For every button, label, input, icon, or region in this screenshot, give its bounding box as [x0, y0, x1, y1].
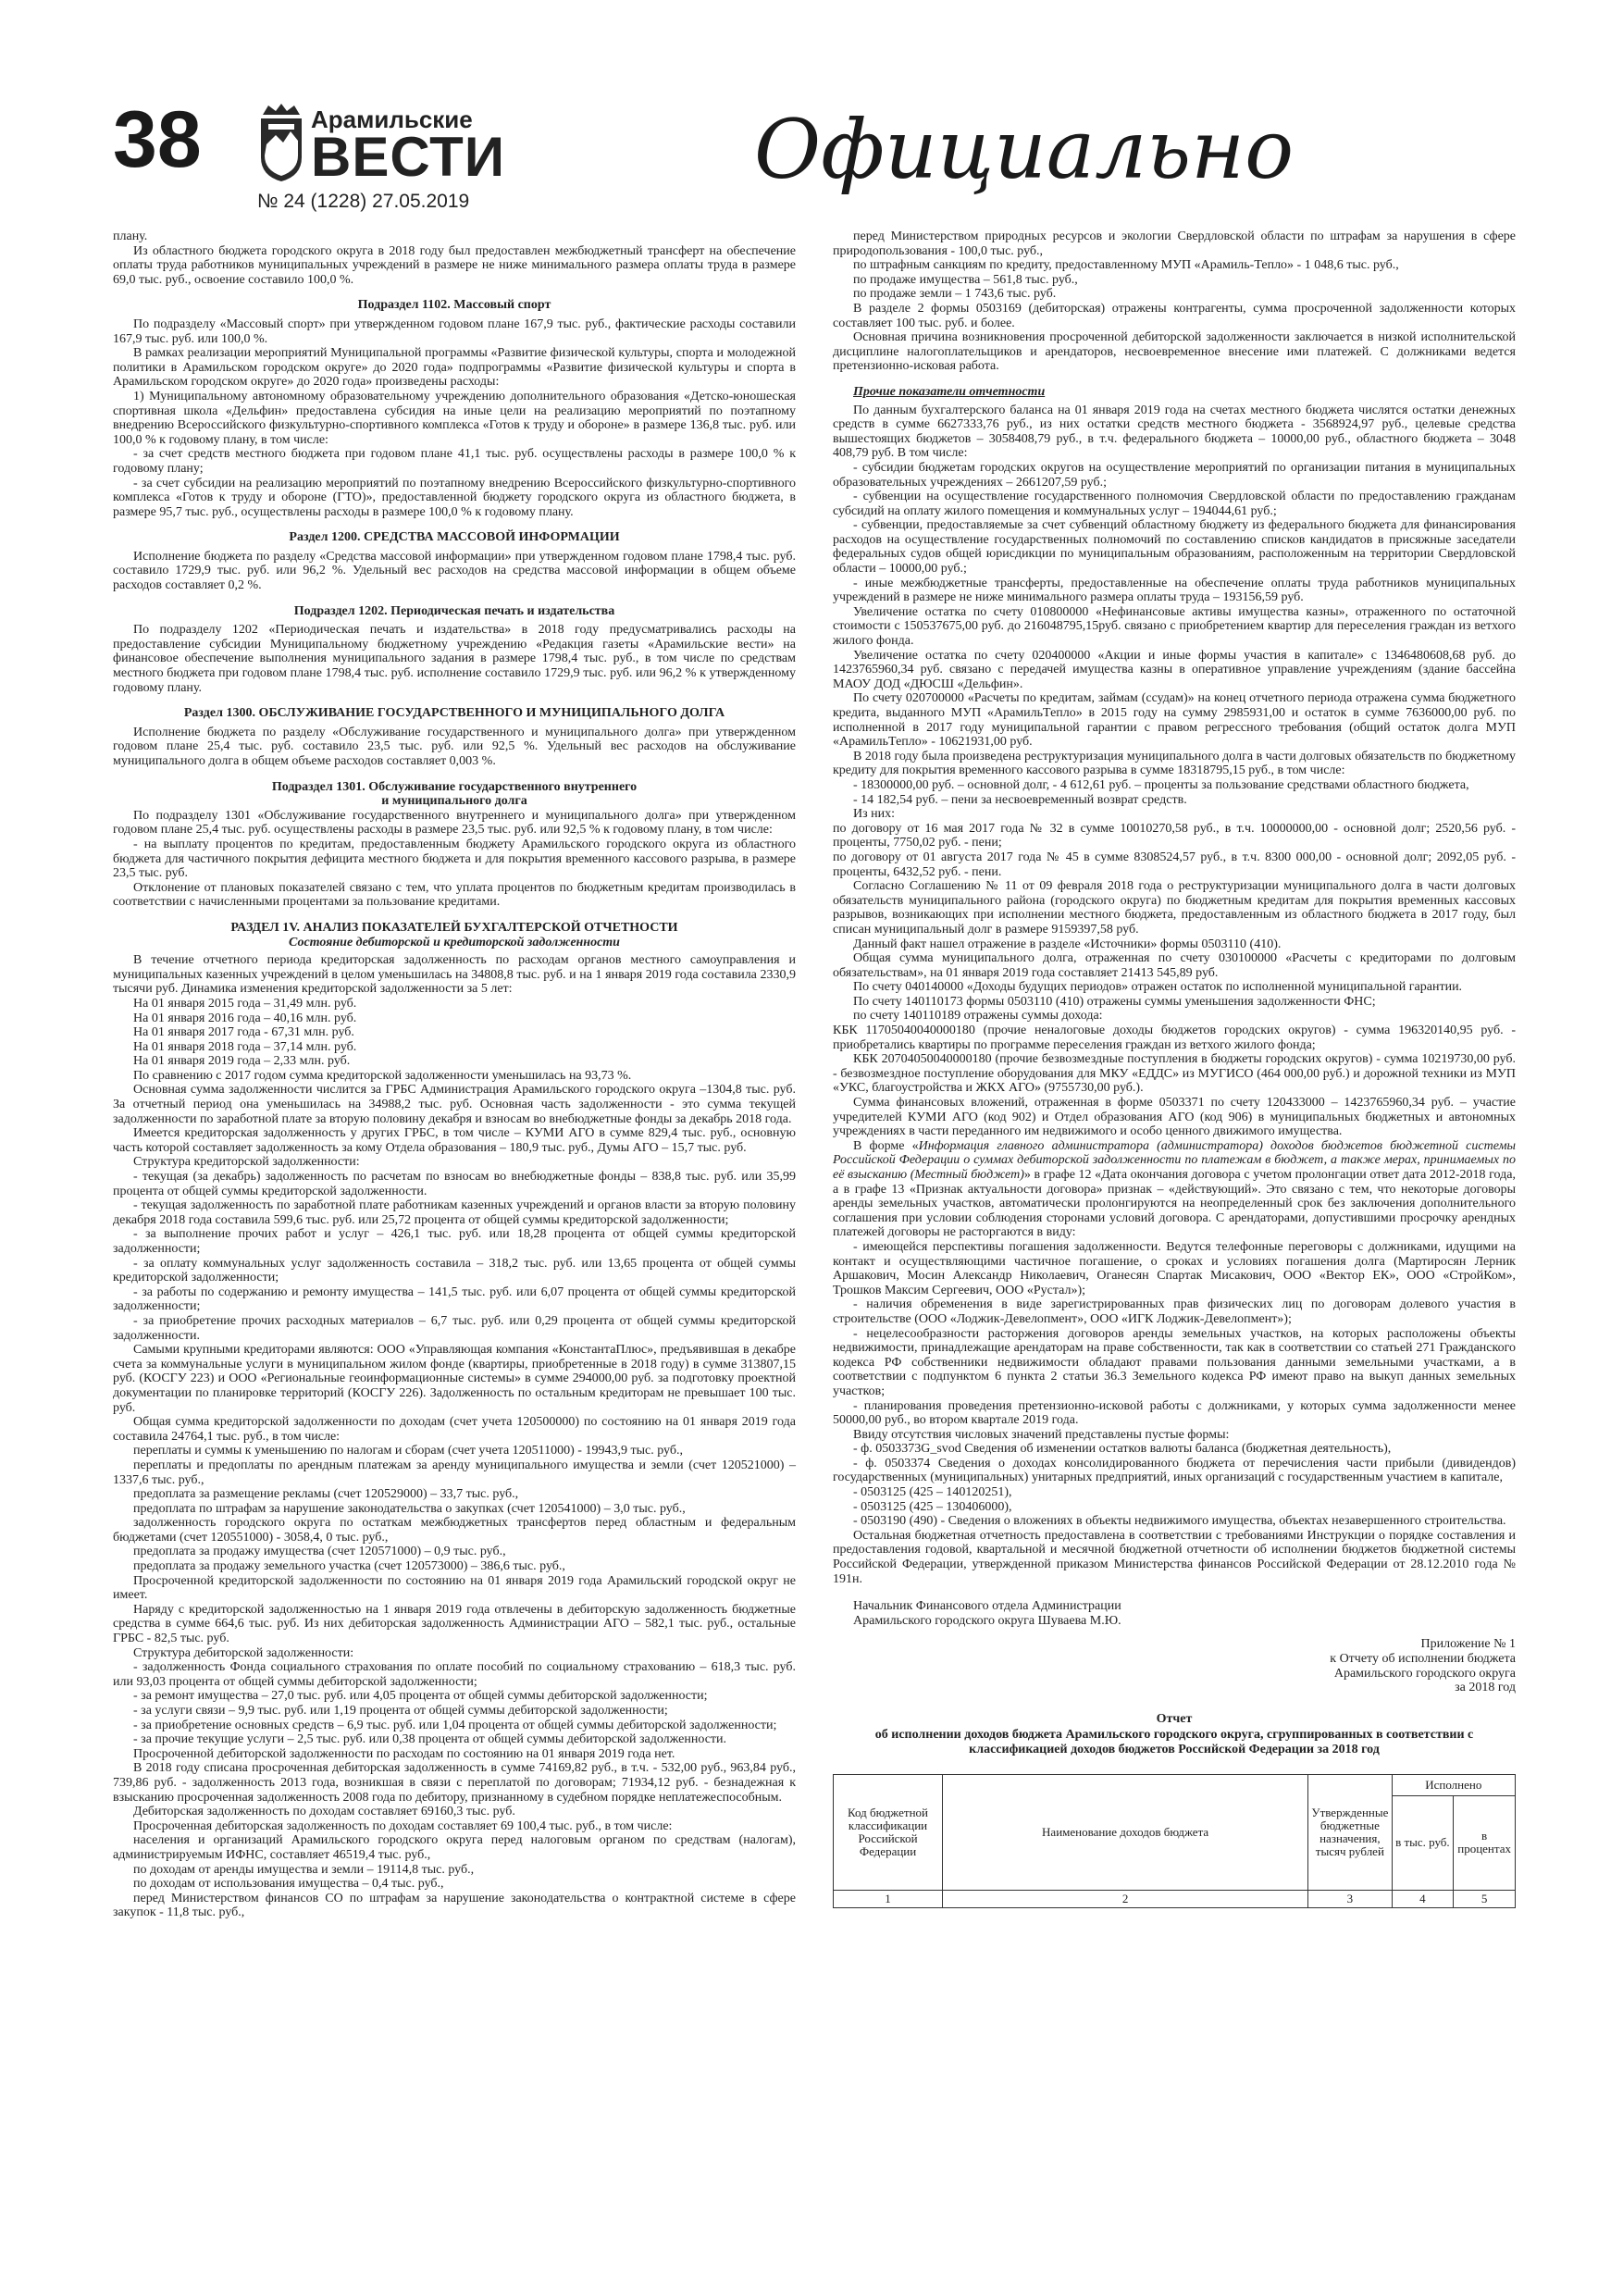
section-subheading: Состояние дебиторской и кредиторской задолженности: [289, 935, 620, 949]
appendix-line: за 2018 год: [1455, 1681, 1516, 1695]
paragraph: [833, 1139, 1516, 1240]
table-header-cell: Наименование доходов бюджета: [943, 1774, 1308, 1890]
paragraph: На 01 января 2016 года – 40,16 млн. руб.: [133, 1011, 357, 1025]
paragraph: - 0503125 (425 – 130406000),: [853, 1499, 1012, 1514]
table-cell: 5: [1454, 1890, 1516, 1907]
paragraph: предоплата за продажу земельного участка (счет 120573000) – 386,6 тыс. руб.,: [133, 1559, 565, 1574]
paragraph: На 01 января 2015 года – 31,49 млн. руб.: [133, 996, 357, 1011]
italic-form-title: Информация главного администратора (администратора) доходов бюджетов бюджетной системы Российской Федерации о суммах дебиторской задолженности по платежам в бюджет, а также мерах, принимаемых по её взысканию (Местный бюджет): [833, 1138, 1516, 1182]
paragraph: - планирования проведения претензионно-исковой работы с должниками, у которых сумма задолженности менее 50000,00 руб., во втором квартале 2019 года.: [833, 1398, 1516, 1428]
paragraph: КБК 20704050040000180 (прочие безвозмездные поступления в бюджеты городских округов) - сумма 10219730,00 руб. - безвозмездное поступление оборудования для МКУ «ЕДДС» из МУГИСО (464 000,00 руб.) и дорожной техники из МУП «УКС, благоустройства и ЖКХ АГО» (9755730,00 руб.).: [833, 1052, 1516, 1096]
paragraph: - 0503190 (490) - Сведения о вложениях в объекты недвижимого имущества, объектах незавершенного строительства.: [853, 1514, 1506, 1529]
paragraph: Исполнение бюджета по разделу «Средства массовой информации» при утвержденном годовом плане 1798,4 тыс. руб. составило 1729,9 тыс. руб. или 96,2 %. Удельный вес расходов на средства массовой информации в общем объеме расходов составляет 0,2 %.: [113, 549, 796, 593]
paragraph: переплаты и предоплаты по арендным платежам за аренду муниципального имущества и земли (счет 120521000) – 1337,6 тыс. руб.,: [113, 1458, 796, 1487]
paragraph: Наряду с кредиторской задолженностью на 1 января 2019 года отвлечены в дебиторскую задолженность бюджетные средства в сумме 664,6 тыс. руб. Из них дебиторская задолженность Администрации АГО – 582,1 тыс. руб., остальные ГРБС - 82,5 тыс. руб.: [113, 1602, 796, 1646]
paragraph: По счету 020700000 «Расчеты по кредитам, займам (ссудам)» на конец отчетного периода отражена сумма бюджетного кредита, выданного МУП «АрамильТепло» в 2015 году на сумму 2985931,00 и остаток в сумме 7636000,00 руб. по исполненной в 2017 году муниципальной гарантии с правом регрессного требования (общий остаток долга МУП «АрамильТепло» - 10621931,00 руб.: [833, 691, 1516, 750]
paragraph: Просроченной кредиторской задолженности по состоянию на 01 января 2019 года Арамильский городской округ не имеет.: [113, 1573, 796, 1603]
paragraph: - ф. 0503374 Сведения о доходах консолидированного бюджета от перечисления части прибыли (дивидендов) государственных (муниципальных) унитарных предприятий, иных организаций с государственным участием в капитале,: [833, 1456, 1516, 1485]
subsection-heading: [113, 780, 796, 809]
table-header-cell: в тыс. руб.: [1392, 1795, 1454, 1890]
section-heading: Раздел 1200. СРЕДСТВА МАССОВОЙ ИНФОРМАЦИИ: [289, 530, 620, 545]
text-run: » в графе 12 «Дата окончания договора с учетом пролонгации ответ дата 2012-2018 года, а в графе 13 «Признак актуальности договора» признак – «действующий». Это связано с тем, что некоторые договоры аренды земельных участков, автоматически пролонгируются на неопределенный срок без заключения дополнительного соглашения при условии соблюдения сторонами условий договора. С арендаторами, допустившими просрочку арендных платежей договоры не расторгаются в виду:: [833, 1168, 1516, 1240]
paragraph: предоплата по штрафам за нарушение законодательства о закупках (счет 120541000) – 3,0 тыс. руб.,: [133, 1501, 686, 1516]
paragraph: населения и организаций Арамильского городского округа перед налоговым органом по средствам (налогам), администрируемым ИФНС, составляет 46519,4 тыс. руб.,: [113, 1833, 796, 1862]
table-cell: 4: [1392, 1890, 1454, 1907]
paragraph: по доходам от использования имущества – 0,4 тыс. руб.,: [133, 1877, 444, 1892]
paragraph: По счету 140110173 формы 0503110 (410) отражены суммы уменьшения задолженности ФНС;: [853, 994, 1376, 1009]
paragraph: Увеличение остатка по счету 020400000 «Акции и иные формы участия в капитале» с 1346480608,68 руб. до 1423765960,34 руб. связано с передачей имущества казны в оперативное управление учреждениям (здание бассейна МАОУ ДОД «ДЮСШ «Дельфин».: [833, 648, 1516, 691]
paragraph: по продаже имущества – 561,8 тыс. руб.,: [853, 272, 1078, 287]
paragraph: В разделе 2 формы 0503169 (дебиторская) отражены контрагенты, сумма просроченной задолженности которых составляет 100 тыс. руб. и более.: [833, 301, 1516, 330]
paragraph: - иные межбюджетные трансферты, предоставленные на обеспечение оплаты труда работников муниципальных учреждений в размере не ниже минимального размера оплаты труда – 193156,59 руб.: [833, 576, 1516, 605]
paragraph: по договору от 01 августа 2017 года № 45 в сумме 8308524,57 руб., в т.ч. 8300 000,00 - основной долг; 2092,05 руб. - проценты, 6432,52 руб. - пени.: [833, 850, 1516, 879]
paragraph: - субвенции на осуществление государственного полномочия Свердловской области по предоставлению гражданам субсидий на оплату жилого помещения и коммунальных услуг – 194044,61 руб.;: [833, 490, 1516, 518]
masthead-logo: [257, 102, 505, 212]
coat-of-arms-icon: [257, 102, 305, 183]
paragraph: По счету 040140000 «Доходы будущих периодов» отражен остаток по исполненной муниципальной гарантии.: [853, 980, 1463, 995]
table-header-cell: Исполнено: [1392, 1774, 1515, 1795]
subsection-heading: Прочие показатели отчетности: [853, 384, 1046, 399]
left-column: [113, 230, 796, 1920]
paragraph: Увеличение остатка по счету 010800000 «Нефинансовые активы имущества казны», отраженного по остаточной стоимости с 150537675,00 руб. до 216048795,15руб. связано с приобретением квартир для переселения граждан из ветхого жилого фонда.: [833, 604, 1516, 649]
paragraph: В 2018 году была произведена реструктуризация муниципального долга в части долговых обязательств по бюджетному кредиту для покрытия временного кассового разрыва в сумме 18318795,15 руб., в том числе:: [833, 749, 1516, 778]
paragraph: Общая сумма муниципального долга, отраженная по счету 030100000 «Расчеты с кредиторами по долговым обязательствам», на 01 января 2019 года составляет 21413 545,89 руб.: [833, 951, 1516, 980]
paragraph: Просроченная дебиторская задолженность по доходам составляет 69 100,4 тыс. руб., в том числе:: [133, 1818, 673, 1833]
subsection-heading: Подраздел 1202. Периодическая печать и издательства: [293, 603, 615, 618]
signature-block: [833, 1599, 1516, 1628]
page-number: 38: [113, 95, 202, 184]
logo-main-text: ВЕСТИ: [311, 126, 505, 188]
table-header-cell: в процентах: [1454, 1795, 1516, 1890]
table-header-row: [834, 1774, 1516, 1795]
paragraph: Структура дебиторской задолженности:: [133, 1645, 354, 1660]
paragraph: перед Министерством финансов СО по штрафам за нарушение законодательства о контрактной системе в сфере закупок - 11,8 тыс. руб.,: [113, 1891, 796, 1920]
table-cell: 2: [943, 1890, 1308, 1907]
paragraph: плану.: [113, 230, 148, 243]
table-header-cell: Код бюджетной классификации Российской Федерации: [834, 1774, 943, 1890]
paragraph: - 14 182,54 руб. – пени за несвоевременный возврат средств.: [853, 792, 1187, 807]
paragraph: - текущая задолженность по заработной плате работникам казенных учреждений и органов власти за вторую половину декабря 2018 года составила 599,6 тыс. руб. или 25,72 процента от общей суммы кредиторской задолженности;: [113, 1198, 796, 1227]
income-table: [833, 1774, 1516, 1908]
table-row: [834, 1890, 1516, 1907]
paragraph: Из них:: [853, 807, 896, 822]
paragraph: - задолженность Фонда социального страхования по оплате пособий по социальному страхованию – 618,3 тыс. руб. или 93,03 процента от общей суммы дебиторской задолженности;: [113, 1660, 796, 1689]
paragraph: В рамках реализации мероприятий Муниципальной программы «Развитие физической культуры, спорта и молодежной политики в Арамильском городском округе» до 2020 года» подпрограммы «Развитие физической культуры и спорта в Арамильском городском округе» до 2020 года» произведены расходы:: [113, 346, 796, 390]
appendix-line: Арамильского городского округа: [1333, 1666, 1516, 1681]
paragraph: Ввиду отсутствия числовых значений представлены пустые формы:: [853, 1427, 1230, 1442]
paragraph: - 0503125 (425 – 140120251),: [853, 1485, 1012, 1500]
signature-line: Арамильского городского округа Шуваева М.Ю.: [853, 1613, 1121, 1628]
paragraph: По данным бухгалтерского баланса на 01 января 2019 года на счетах местного бюджета числятся остатки денежных средств в сумме 6627333,76 руб., из них остатки средств местного бюджета - 3568924,97 руб., целевые средства вышестоящих бюджетов – 3058408,79 руб., в т.ч. федерального бюджета – 10000,00 руб., областного бюджета – 3048 408,79 руб. В том числе:: [833, 403, 1516, 461]
paragraph: по счету 140110189 отражены суммы дохода:: [853, 1009, 1103, 1024]
section-heading: РАЗДЕЛ 1V. АНАЛИЗ ПОКАЗАТЕЛЕЙ БУХГАЛТЕРСКОЙ ОТЧЕТНОСТИ: [230, 920, 678, 935]
paragraph: Самыми крупными кредиторами являются: ООО «Управляющая компания «КонстантаПлюс», предъявившая в декабре счета за коммунальные услуги в муниципальном жилом фонде (квартиры, приобретенные в 2018 году) в сумме 313807,15 руб. (КОСГУ 223) и ООО «Региональные геоинформационные системы» в сумме 294000,00 руб. за подготовку проектной документации по планировке территорий (КОСГУ 226). Задолженность по остальным кредиторам не превышает 100 тыс. руб.: [113, 1343, 796, 1415]
appendix-line: к Отчету об исполнении бюджета: [1330, 1652, 1516, 1666]
text-run: В форме «: [853, 1138, 919, 1153]
paragraph: Общая сумма кредиторской задолженности по доходам (счет учета 120500000) по состоянию на 01 января 2019 года составила 24764,1 тыс. руб., в том числе:: [113, 1415, 796, 1444]
issue-number: № 24 (1228) 27.05.2019: [257, 191, 470, 212]
paragraph: Просроченной дебиторской задолженности по расходам по состоянию на 01 января 2019 года нет.: [133, 1746, 675, 1761]
heading-line: и муниципального долга: [381, 794, 527, 809]
section-title: Официально: [754, 102, 1295, 197]
paragraph: По сравнению с 2017 годом сумма кредиторской задолженности уменьшилась на 93,73 %.: [133, 1068, 632, 1083]
heading-line: Подраздел 1301. Обслуживание государственного внутреннего: [271, 779, 638, 794]
paragraph: - нецелесообразности расторжения договоров аренды земельных участков, на которых расположены объекты недвижимости, принадлежащие арендаторам на праве собственности, так как в соответствии со статьей 271 Гражданского кодекса РФ собственники недвижимости обладают правами пользования данными земельными участками, а в соответствии с подпунктом 6 пункта 2 статьи 36.3 Земельного кодекса РФ имеют право на выкуп данных земельных участков;: [833, 1326, 1516, 1398]
paragraph: Согласно Соглашению № 11 от 09 февраля 2018 года о реструктуризации муниципального долга в части долговых обязательств муниципального района (городского округа) по бюджетным кредитам для покрытия временных кассовых разрывов, возникающих при исполнении местного бюджета, предоставленным из областного бюджета в 2017 году, был списан муниципальный долг в размере 9159397,58 руб.: [833, 879, 1516, 937]
paragraph: На 01 января 2017 года - 67,31 млн. руб.: [133, 1025, 354, 1040]
paragraph: КБК 11705040040000180 (прочие неналоговые доходы бюджетов городских округов) - сумма 196320140,95 руб. - приобретались квартиры по программе переселения граждан из ветхого жилого фонда;: [833, 1024, 1516, 1052]
paragraph: - за счет средств местного бюджета при годовом плане 41,1 тыс. руб. осуществлены расходы в размере 100,0 % к годовому плану;: [113, 447, 796, 476]
paragraph: - на выплату процентов по кредитам, предоставленным бюджету Арамильского городского округа из областного бюджета для частичного покрытия дефицита местного бюджета и для покрытия временного кассового разрыва, в размере 23,5 тыс. руб.: [113, 837, 796, 881]
paragraph: 1) Муниципальному автономному образовательному учреждению дополнительного образования «Детско-юношеская спортивная школа «Дельфин» предоставлена субсидия на иные цели на реализацию мероприятий по поэтапному внедрению Всероссийского физкультурно-спортивного комплекса «Готов к труду и обороне» в размере 136,8 тыс. руб. или 100,0 % к годовому плану, в том числе:: [113, 389, 796, 447]
paragraph: Сумма финансовых вложений, отраженная в форме 0503371 по счету 120433000 – 1423765960,34 руб. – участие учредителей КУМИ АГО (код 902) и Отдел образования АГО (код 906) в муниципальных бюджетных и автономных учреждениях в части переданного им недвижимого и особо ценного движимого имущества.: [833, 1096, 1516, 1139]
report-subtitle: об исполнении доходов бюджета Арамильского городского округа, сгруппированных в соответствии с классификацией доходов бюджетов Российской Федерации за 2018 год: [874, 1728, 1474, 1756]
paragraph: предоплата за размещение рекламы (счет 120529000) – 33,7 тыс. руб.,: [133, 1487, 519, 1502]
report-title: Отчет: [1156, 1711, 1193, 1726]
paragraph: Остальная бюджетная отчетность предоставлена в соответствии с требованиями Инструкции о порядке составления и предоставления годовой, квартальной и месячной бюджетной отчетности об исполнении бюджетов бюджетной системы Российской Федерации, утвержденной приказом Министерства финансов Российской Федерации от 28.12.2010 года № 191н.: [833, 1528, 1516, 1586]
paragraph: по штрафным санкциям по кредиту, предоставленному МУП «Арамиль-Тепло» - 1 048,6 тыс. руб.,: [853, 258, 1399, 273]
paragraph: - за оплату коммунальных услуг задолженность составила – 318,2 тыс. руб. или 13,65 процента от общей суммы кредиторской задолженности;: [113, 1256, 796, 1285]
paragraph: Из областного бюджета городского округа в 2018 году был предоставлен межбюджетный трансферт на обеспечение оплаты труда работников муниципальных учреждений в размере не ниже минимального размера оплаты труда в размере 69,0 тыс. руб., освоение составило 100,0 %.: [113, 243, 796, 287]
paragraph: В течение отчетного периода кредиторская задолженность по расходам органов местного самоуправления и муниципальных казенных учреждений в целом уменьшилась на 34808,8 тыс. руб. и на 1 января 2019 года составила 2330,9 тысячи руб. Динамика изменения кредиторской задолженности за 5 лет:: [113, 953, 796, 997]
paragraph: - 18300000,00 руб. – основной долг, - 4 612,61 руб. – проценты за пользование средствами областного бюджета,: [853, 777, 1469, 792]
paragraph: перед Министерством природных ресурсов и экологии Свердловской области по штрафам за нарушения в сфере природопользования - 100,0 тыс. руб.,: [833, 230, 1516, 258]
paragraph: по продаже земли – 1 743,6 тыс. руб.: [853, 287, 1057, 302]
paragraph: - субвенции, предоставляемые за счет субвенций областному бюджету из федерального бюджета для финансирования расходов на осуществление государственных полномочий по составлению списков кандидатов в присяжные заседатели федеральных судов общей юрисдикции по муниципальным образованиям, расположенным на территории Свердловской области – 10000,00 руб.;: [833, 518, 1516, 577]
paragraph: Данный факт нашел отражение в разделе «Источники» формы 0503110 (410).: [853, 937, 1282, 951]
paragraph: - текущая (за декабрь) задолженность по расчетам по взносам во внебюджетные фонды – 838,8 тыс. руб. или 35,99 процента от общей суммы кредиторской задолженности.: [113, 1170, 796, 1198]
right-column: [833, 230, 1516, 1908]
paragraph: по доходам от аренды имущества и земли – 19114,8 тыс. руб.,: [133, 1862, 475, 1877]
paragraph: По подразделу 1301 «Обслуживание государственного внутреннего и муниципального долга» при утвержденном годовом плане 25,4 тыс. руб. осуществлены расходы в размере 23,5 тыс. руб. или 92,5 % к годовому плану, в том числе:: [113, 808, 796, 838]
paragraph: Отклонение от плановых показателей связано с тем, что уплата процентов по бюджетным кредитам производилась в соответствии с начисленными процентами за пользование кредитами.: [113, 880, 796, 910]
paragraph: В 2018 году списана просроченная дебиторская задолженность в сумме 74169,82 руб., в т.ч. - 532,00 руб., 963,84 руб., 739,86 руб. - задолженность 2013 года, возникшая в связи с переплатой по договорам; 71934,12 руб. - безнадежная к взысканию просроченная задолженность 2008 года по дебитору, признанному в судебном порядке неплатежеспособным.: [113, 1761, 796, 1805]
paragraph: Имеется кредиторская задолженность у других ГРБС, в том числе – КУМИ АГО в сумме 829,4 тыс. руб., основную часть которой составляет задолженность за кому Отдела образования – 180,9 тыс. руб., Думы АГО – 15,7 тыс. руб.: [113, 1126, 796, 1155]
paragraph: На 01 января 2019 года – 2,33 млн. руб.: [133, 1054, 351, 1069]
section-heading: Раздел 1300. ОБСЛУЖИВАНИЕ ГОСУДАРСТВЕННОГО И МУНИЦИПАЛЬНОГО ДОЛГА: [183, 706, 725, 721]
paragraph: Структура кредиторской задолженности:: [133, 1155, 360, 1170]
paragraph: - за выполнение прочих работ и услуг – 426,1 тыс. руб. или 18,28 процента от общей суммы кредиторской задолженности;: [113, 1227, 796, 1256]
paragraph: По подразделу «Массовый спорт» при утвержденном годовом плане 167,9 тыс. руб., фактические расходы составили 167,9 тыс. руб. или 100,0 %.: [113, 316, 796, 346]
paragraph: переплаты и суммы к уменьшению по налогам и сборам (счет учета 120511000) - 19943,9 тыс. руб.,: [133, 1444, 683, 1458]
paragraph: - субсидии бюджетам городских округов на осуществление мероприятий по организации питания в муниципальных образовательных учреждениях – 2661207,59 руб.;: [833, 460, 1516, 490]
paragraph: Дебиторская задолженность по доходам составляет 69160,3 тыс. руб.: [133, 1805, 515, 1819]
paragraph: - за приобретение прочих расходных материалов – 6,7 тыс. руб. или 0,29 процента от общей суммы кредиторской задолженности.: [113, 1313, 796, 1343]
paragraph: На 01 января 2018 года – 37,14 млн. руб.: [133, 1039, 357, 1054]
table-cell: 1: [834, 1890, 943, 1907]
subsection-heading: Подраздел 1102. Массовый спорт: [357, 298, 551, 313]
paragraph: задолженность городского округа по остаткам межбюджетных трансфертов перед областным и федеральным бюджетами (счет 120551000) - 3058,4, 0 тыс. руб.,: [113, 1516, 796, 1545]
paragraph: Исполнение бюджета по разделу «Обслуживание государственного и муниципального долга» при утвержденном годовом плане 25,4 тыс. руб. составило 23,5 тыс. руб. или 92,5 %. Удельный вес расходов на обслуживание муниципального долга в общем объеме расходов составляет 0,003 %.: [113, 725, 796, 768]
paragraph: предоплата за продажу имущества (счет 120571000) – 0,9 тыс. руб.,: [133, 1545, 506, 1559]
paragraph: Основная причина возникновения просроченной дебиторской задолженности заключается в низкой исполнительской дисциплине налогоплательщиков и арендаторов, несвоевременное внесение ими платежей. С должниками ведется претензионно-исковая работа.: [833, 330, 1516, 374]
appendix-line: Приложение № 1: [1420, 1637, 1516, 1652]
paragraph: - за прочие текущие услуги – 2,5 тыс. руб. или 0,38 процента от общей суммы дебиторской задолженности.: [133, 1732, 727, 1747]
paragraph: - за ремонт имущества – 27,0 тыс. руб. или 4,05 процента от общей суммы дебиторской задолженности;: [133, 1689, 708, 1704]
paragraph: по договору от 16 мая 2017 года № 32 в сумме 10010270,58 руб., в т.ч. 10000000,00 - основной долг; 2520,56 руб. - проценты, 7750,02 руб. - пени;: [833, 821, 1516, 850]
paragraph: - наличия обременения в виде зарегистрированных прав физических лиц по договорам долевого участия в строительстве (ООО «Лоджик-Девелопмент», ООО «ИГК Лоджик-Девелопмент»);: [833, 1297, 1516, 1326]
paragraph: - ф. 0503373G_svod Сведения об изменении остатков валюты баланса (бюджетная деятельность),: [853, 1442, 1392, 1457]
paragraph: - имеющейся перспективы погашения задолженности. Ведутся телефонные переговоры с должниками, идущими на контакт и осуществляющими частичное погашение, о сроках и условиях погашения долга (Мартиросян Лерник Аршакович, Мосин Александр Николаевич, Оганесян Спартак Мисакович, ООО «Вектор ЕК», ООО «СтройКом», Трошков Максим Сергеевич, ООО «Рустал»);: [833, 1239, 1516, 1297]
paragraph: - за приобретение основных средств – 6,9 тыс. руб. или 1,04 процента от общей суммы дебиторской задолженности;: [133, 1718, 777, 1732]
paragraph: - за счет субсидии на реализацию мероприятий по поэтапному внедрению Всероссийского физкультурно-спортивного комплекса «Готов к труду и обороне (ГТО)», предоставленной бюджету городского округа из областного бюджета, в размере 95,7 тыс. руб., осуществлены расходы в размере 100,0 % к годовому плану.: [113, 476, 796, 519]
paragraph: - за услуги связи – 9,9 тыс. руб. или 1,19 процента от общей суммы дебиторской задолженности;: [133, 1704, 668, 1718]
paragraph: Основная сумма задолженности числится за ГРБС Администрация Арамильского городского округа –1304,8 тыс. руб. За отчетный период она уменьшилась на 34988,2 тыс. руб. Основная часть задолженности - это сумма текущей задолженности по заработной плате за вторую половину декабря и взносам во внебюджетные фонды за декабрь 2018 года.: [113, 1083, 796, 1126]
table-header-cell: Утвержденные бюджетные назначения, тысяч рублей: [1308, 1774, 1392, 1890]
paragraph: По подразделу 1202 «Периодическая печать и издательства» в 2018 году предусматривались расходы на предоставление субсидии Муниципальному бюджетному учреждению «Редакция газеты «Арамильские вести» на финансовое обеспечение выполнения муниципального задания в размере 1798,4 тыс. руб., в том числе по средствам местного бюджета при годовом плане 1798,4 тыс. руб. исполнение составило 1729,9 тыс. руб. или 96,2 % к утвержденному годовому плану.: [113, 623, 796, 695]
appendix-note: [833, 1637, 1516, 1694]
signature-line: Начальник Финансового отдела Администрации: [853, 1599, 1121, 1614]
paragraph: - за работы по содержанию и ремонту имущества – 141,5 тыс. руб. или 6,07 процента от общей суммы кредиторской задолженности;: [113, 1285, 796, 1314]
table-cell: 3: [1308, 1890, 1392, 1907]
logo-top-text: Арамильские: [311, 105, 473, 133]
